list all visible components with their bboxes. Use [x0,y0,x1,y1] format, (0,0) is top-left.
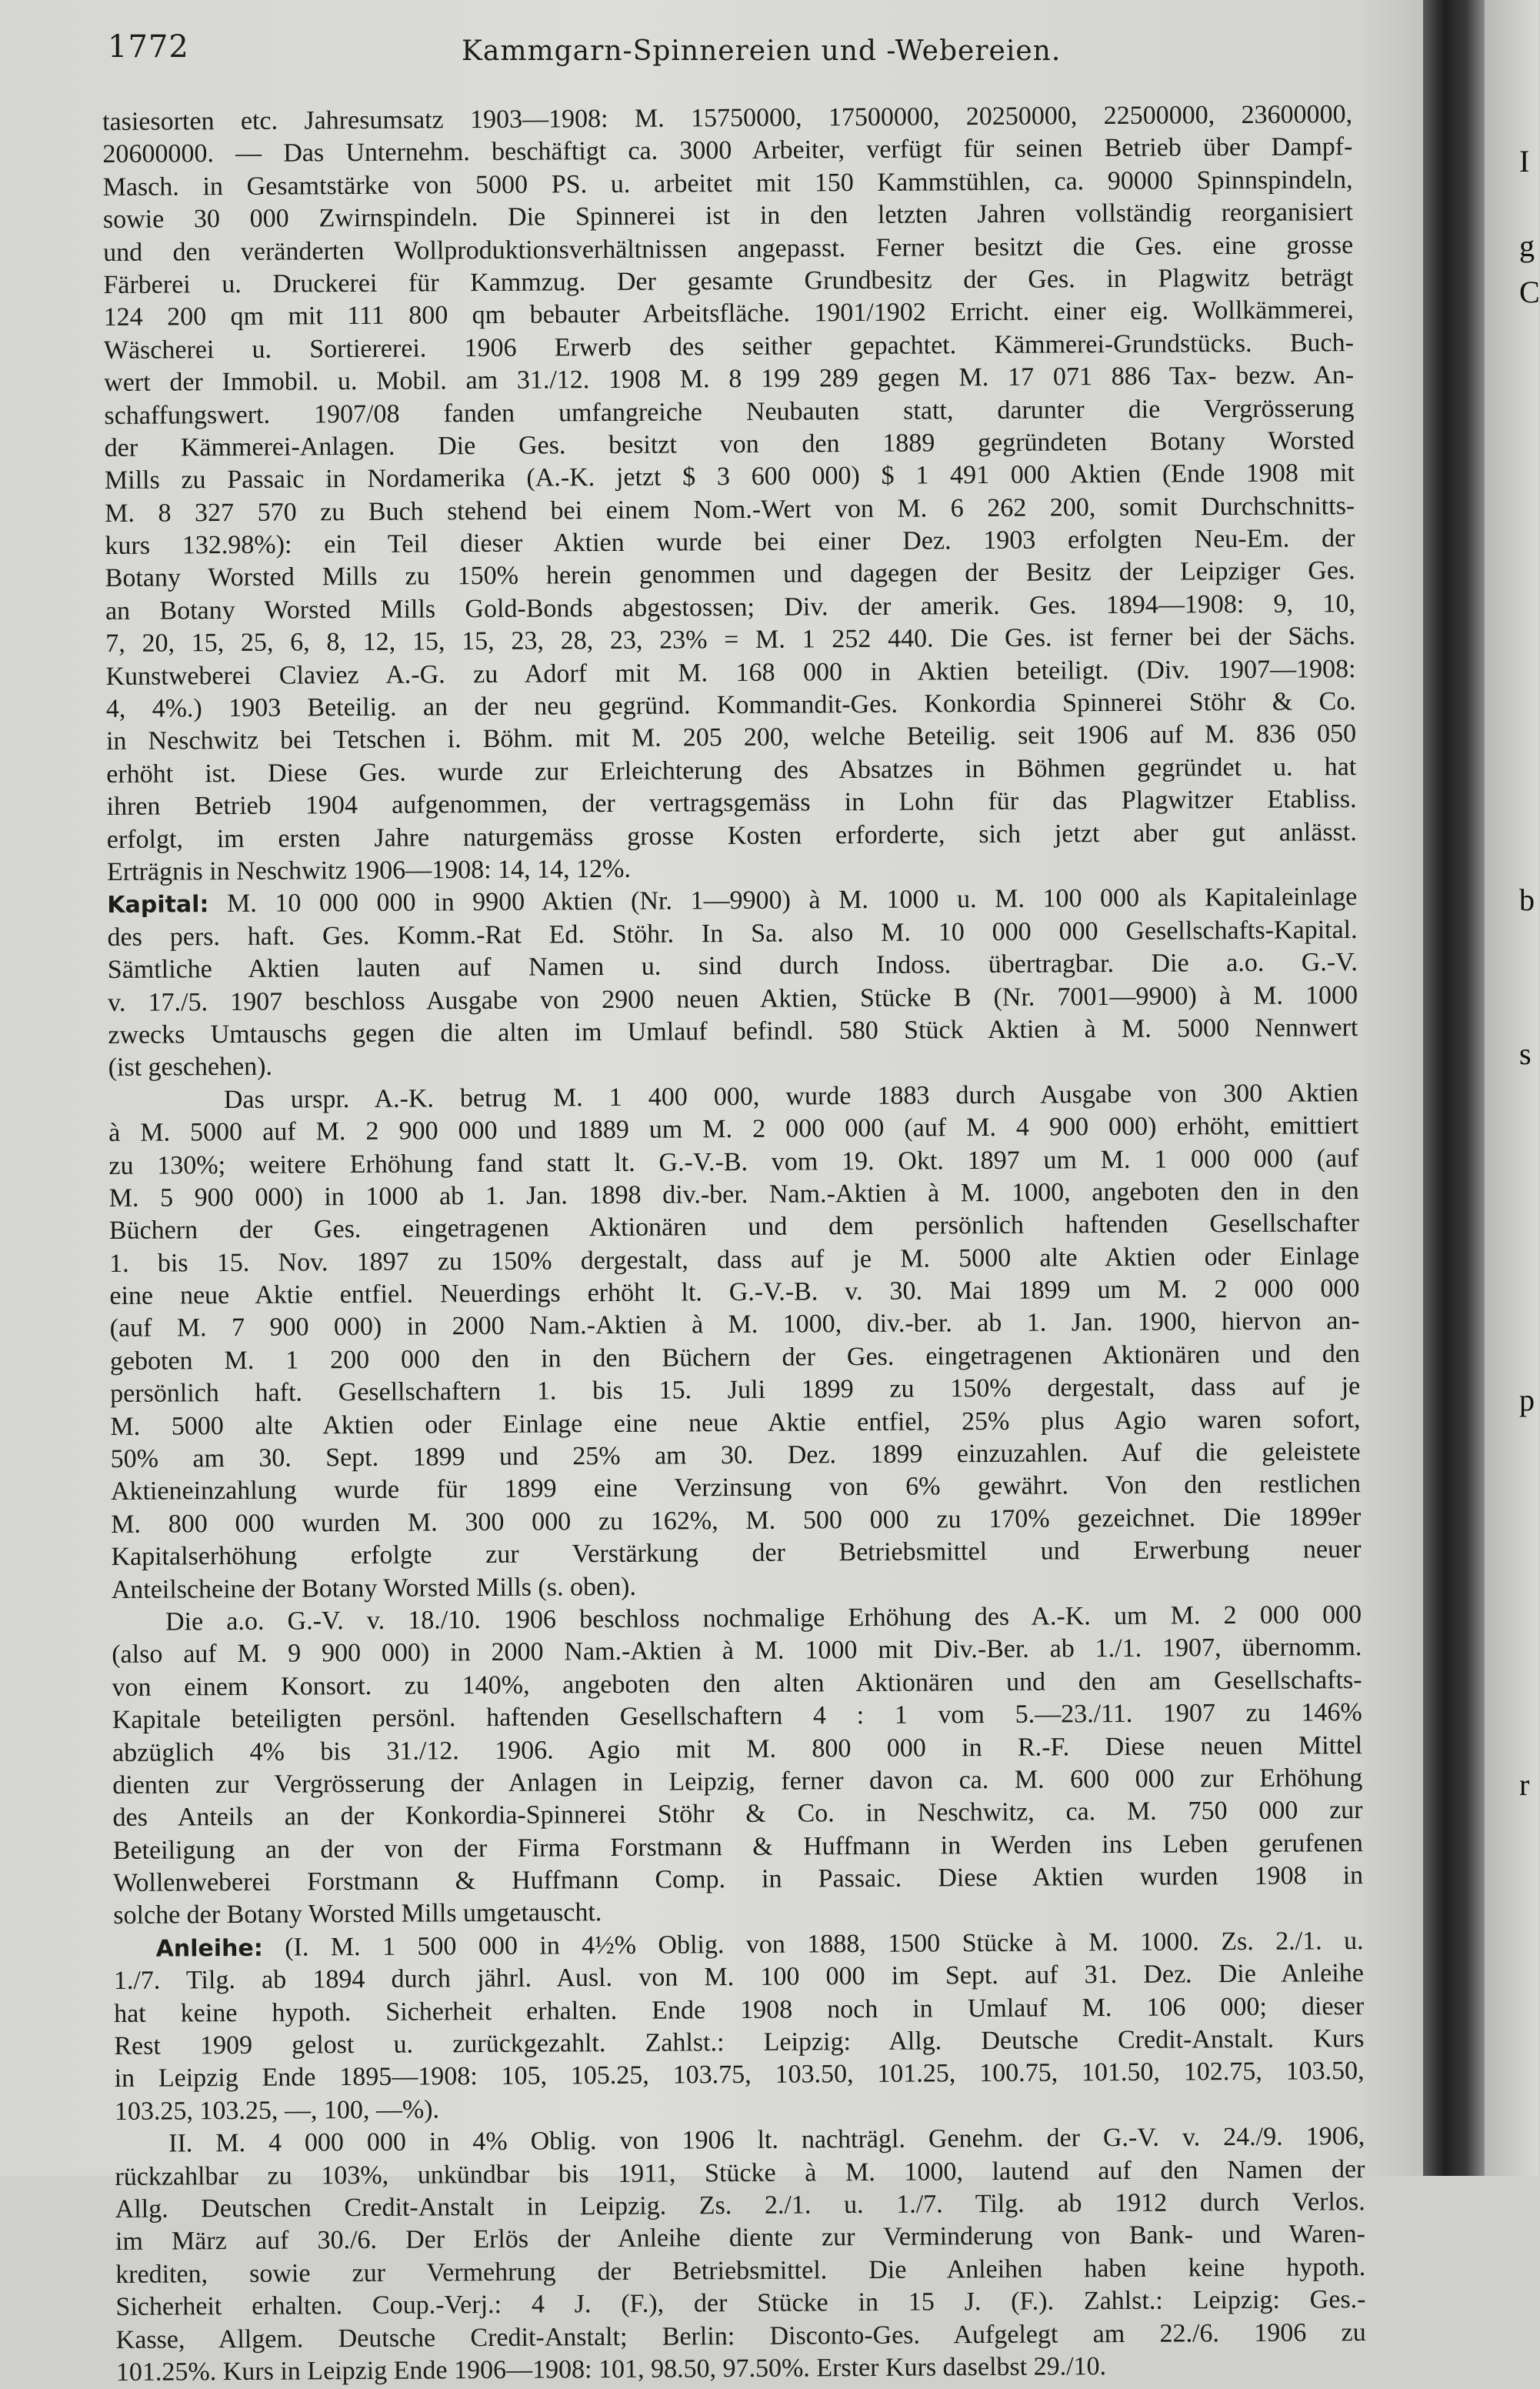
line-text: wert der Immobil. u. Mobil. am 31./12. 1908 M. 8 199 289 gegen M. 17 071 886 Tax- bezw. An- [104,361,1355,398]
line-text: abzüglich 4% bis 31./12. 1906. Agio mit M. 800 000 in R.-F. Diese neuen Mittel [112,1730,1363,1767]
line-text: Kunstweberei Claviez A.-G. zu Adorf mit M. 168 000 in Aktien beteiligt. (Div. 1907—1908: [105,654,1356,691]
line-text: M. 5 900 000) in 1000 ab 1. Jan. 1898 div.-ber. Nam.-Aktien à M. 1000, angeboten den in den [108,1176,1359,1213]
paragraph [114,1925,1365,2128]
line-text: Wollenweberei Forstmann & Huffmann Comp. in Passaic. Diese Aktien wurden 1908 in [112,1861,1364,1898]
line-text: erfolgt, im ersten Jahre naturgemäss grosse Kosten erforderte, sich jetzt aber gut anlässt. [106,817,1357,854]
facing-page-margin-letters [1519,0,1538,2176]
book-spine-shadow [1423,0,1485,2176]
line-text: und den veränderten Wollproduktionsverhältnissen angepasst. Ferner besitzt die Ges. eine grosse [103,230,1354,267]
line-text: im März auf 30./6. Der Erlös der Anleihe diente zur Verminderung von Bank- und Waren- [115,2220,1366,2257]
line-text: des pers. haft. Ges. Komm.-Rat Ed. Stöhr. In Sa. also M. 10 000 000 Gesellschafts-Kapital. [107,915,1358,952]
line-text: 4, 4%.) 1903 Beteilig. an der neu gegründ. Kommandit-Ges. Konkordia Spinnerei Stöhr & Co. [105,687,1356,724]
line-text: Allg. Deutschen Credit-Anstalt in Leipzig. Zs. 2./1. u. 1./7. Tilg. ab 1912 durch Verlos. [115,2187,1365,2224]
line-text: Färberei u. Druckerei für Kammzug. Der gesamte Grundbesitz der Ges. in Plagwitz beträgt [103,263,1354,299]
line-text: sowie 30 000 Zwirnspindeln. Die Spinnerei ist in den letzten Jahren vollständig reorganisiert [102,198,1353,235]
page-body-text [102,98,1366,2389]
line-text: Wäscherei u. Sortiererei. 1906 Erwerb des seither gepachtet. Kämmerei-Grundstücks. Buch- [103,328,1355,365]
line-text: eine neue Aktie entfiel. Neuerdings erhöht lt. G.-V.-B. v. 30. Mai 1899 um M. 2 000 000 [109,1274,1360,1311]
line-text: geboten M. 1 200 000 den in den Büchern der Ges. eingetragenen Aktionären und den [109,1339,1361,1376]
page-header [108,29,1354,75]
margin-letter: r [1519,1767,1530,1802]
paragraph [108,1077,1362,1607]
text-line [116,2349,1366,2389]
line-text: (auf M. 7 900 000) in 2000 Nam.-Aktien à M. 1000, div.-ber. ab 1. Jan. 1900, hiervon an- [109,1306,1360,1343]
line-text: 1./7. Tilg. ab 1894 durch jährl. Ausl. von M. 100 000 im Sept. auf 31. Dez. Die Anleihe [113,1959,1364,1996]
line-text: an Botany Worsted Mills Gold-Bonds abgestossen; Div. der amerik. Ges. 1894—1908: 9, 10, [105,589,1356,626]
line-text: M. 800 000 wurden M. 300 000 zu 162%, M. 500 000 zu 170% gezeichnet. Die 1899er [111,1502,1362,1539]
page-number: 1772 [108,29,189,65]
line-text: M. 8 327 570 zu Buch stehend bei einem Nom.-Wert von M. 6 262 200, somit Durchschnitts- [105,491,1355,528]
line-text: schaffungswert. 1907/08 fanden umfangreiche Neubauten statt, darunter die Vergrösserung [104,393,1355,430]
line-text: 124 200 qm mit 111 800 qm bebauter Arbeitsfläche. 1901/1902 Erricht. einer eig. Wollkämmerei, [103,295,1354,332]
margin-letter: b [1519,883,1535,917]
running-head: Kammgarn-Spinnereien und -Webereien. [462,35,1062,67]
line-text: Masch. in Gesamtstärke von 5000 PS. u. arbeitet mit 150 Kammstühlen, ca. 90000 Spinnspindeln, [102,165,1353,202]
line-text: Kapitalserhöhung erfolgte zur Verstärkung der Betriebsmittel und Erwerbung neuer [111,1535,1362,1572]
line-text: Die a.o. G.-V. v. 18./10. 1906 beschloss nochmalige Erhöhung des A.-K. um M. 2 000 000 [165,1600,1362,1637]
line-text: des Anteils an der Konkordia-Spinnerei Stöhr & Co. in Neschwitz, ca. M. 750 000 zur [112,1796,1363,1833]
line-text: Rest 1909 gelost u. zurückgezahlt. Zahlst.: Leipzig: Allg. Deutsche Credit-Anstalt. Kurs [114,2024,1365,2060]
line-text: hat keine hypoth. Sicherheit erhalten. Ende 1908 noch in Umlauf M. 106 000; dieser [114,1991,1365,2028]
line-text: Kasse, Allgem. Deutsche Credit-Anstalt; Berlin: Disconto-Ges. Aufgelegt am 22./6. 1906 zu [115,2317,1366,2354]
line-text: (ist geschehen). [108,1053,273,1083]
paragraph [107,881,1358,1084]
line-text: 1. bis 15. Nov. 1897 zu 150% dergestalt, dass auf je M. 5000 alte Aktien oder Einlage [109,1241,1360,1278]
paragraph [102,98,1357,889]
line-text: M. 5000 alte Aktien oder Einlage eine neue Aktie entfiel, 25% plus Agio waren sofort, [110,1404,1361,1441]
line-text: der Kämmerei-Anlagen. Die Ges. besitzt von den 1889 gegründeten Botany Worsted [104,425,1355,462]
margin-letter: g [1519,229,1535,263]
margin-letter: I [1519,144,1530,179]
line-text: (also auf M. 9 900 000) in 2000 Nam.-Aktien à M. 1000 mit Div.-Ber. ab 1./1. 1907, übernomm. [112,1633,1362,1670]
section-label: Kapital: [107,891,209,919]
line-text: Das urspr. A.-K. betrug M. 1 400 000, wurde 1883 durch Ausgabe von 300 Aktien [223,1078,1358,1114]
line-text: Botany Worsted Mills zu 150% herein genommen und dagegen der Besitz der Leipziger Ges. [105,556,1355,593]
line-text: solche der Botany Worsted Mills umgetauscht. [113,1898,602,1930]
line-text: à M. 5000 auf M. 2 900 000 und 1889 um M. 2 000 000 (auf M. 4 900 000) erhöht, emittiert [108,1111,1359,1148]
line-text: rückzahlbar zu 103%, unkündbar bis 1911, Stücke à M. 1000, lautend auf den Namen der [115,2154,1365,2191]
line-text: II. M. 4 000 000 in 4% Oblig. von 1906 lt. nachträgl. Genehm. der G.-V. v. 24./9. 1906, [168,2122,1365,2158]
line-text: 20600000. — Das Unternehm. beschäftigt ca. 3000 Arbeiter, verfügt für seinen Betrieb über Dampf- [102,132,1353,169]
margin-letter: p [1519,1383,1535,1417]
line-text: 7, 20, 15, 25, 6, 8, 12, 15, 15, 23, 28, 23, 23% = M. 1 252 440. Die Ges. ist ferner bei der Sächs. [105,622,1356,659]
line-text: Mills zu Passaic in Nordamerika (A.-K. jetzt $ 3 600 000) $ 1 491 000 Aktien (Ende 1908 mit [104,459,1355,495]
line-text: 103.25, 103.25, —, 100, —%). [114,2095,440,2126]
line-text: Beteiligung an der von der Firma Forstmann & Huffmann in Werden ins Leben gerufenen [112,1828,1363,1865]
margin-letter: s [1519,1036,1532,1071]
line-text: dienten zur Vergrösserung der Anlagen in Leipzig, ferner davon ca. M. 600 000 zur Erhöhung [112,1763,1363,1800]
line-text: zwecks Umtauschs gegen die alten im Umlauf befindl. 580 Stück Aktien à M. 5000 Nennwert [108,1013,1358,1049]
line-text: erhöht ist. Diese Ges. wurde zur Erleichterung des Absatzes in Böhmen gegründet u. hat [106,752,1357,789]
paragraph [112,1599,1364,1933]
line-text: Erträgnis in Neschwitz 1906—1908: 14, 14, 12%. [106,854,632,886]
line-text: krediten, sowie zur Vermehrung der Betriebsmittel. Die Anleihen haben keine hypoth. [115,2252,1366,2289]
line-text: Büchern der Ges. eingetragenen Aktionären und dem persönlich haftenden Gesellschafter [108,1209,1360,1246]
line-text: von einem Konsort. zu 140%, angeboten den alten Aktionären und den am Gesellschafts- [112,1665,1362,1702]
line-text: persönlich haft. Gesellschaftern 1. bis 15. Juli 1899 zu 150% dergestalt, dass auf je [110,1372,1361,1409]
line-text: 101.25%. Kurs in Leipzig Ende 1906—1908: 101, 98.50, 97.50%. Erster Kurs daselbst 29./10. [115,2352,1107,2387]
line-text: kurs 132.98%): ein Teil dieser Aktien wurde bei einer Dez. 1903 erfolgten Neu-Em. der [105,524,1355,561]
line-text: Sämtliche Aktien lauten auf Namen u. sind durch Indoss. übertragbar. Die a.o. G.-V. [107,948,1358,985]
line-text: tasiesorten etc. Jahresumsatz 1903—1908: M. 15750000, 17500000, 20250000, 22500000, 23600000, [102,100,1353,136]
line-text: v. 17./5. 1907 beschloss Ausgabe von 2900 neuen Aktien, Stücke B (Nr. 7001—9900) à M. 1000 [108,980,1358,1017]
line-text: zu 130%; weitere Erhöhung fand statt lt. G.-V.-B. vom 19. Okt. 1897 um M. 1 000 000 (auf [108,1143,1359,1180]
paragraph [115,2120,1366,2389]
line-text: in Leipzig Ende 1895—1908: 105, 105.25, 103.75, 103.50, 101.25, 100.75, 101.50, 102.75, 103.50, [114,2057,1365,2094]
line-text: ihren Betrieb 1904 aufgenommen, der vertragsgemäss in Lohn für das Plagwitzer Etabliss. [106,785,1357,822]
line-text: Aktieneinzahlung wurde für 1899 eine Verzinsung von 6% gewährt. Von den restlichen [110,1470,1362,1506]
line-text: in Neschwitz bei Tetschen i. Böhm. mit M. 205 200, welche Beteilig. seit 1906 auf M. 836 050 [105,719,1357,756]
line-text: M. 10 000 000 in 9900 Aktien (Nr. 1—9900) à M. 1000 u. M. 100 000 als Kapitaleinlage [208,883,1358,919]
margin-letter: C [1519,275,1540,309]
line-text: Sicherheit erhalten. Coup.-Verj.: 4 J. (F.), der Stücke in 15 J. (F.). Zahlst.: Leipzig: Ges.- [115,2285,1366,2322]
line-text: Kapitale beteiligten persönl. haftenden Gesellschaftern 4 : 1 vom 5.—23./11. 1907 zu 146% [112,1698,1362,1735]
line-text: 50% am 30. Sept. 1899 und 25% am 30. Dez. 1899 einzuzahlen. Auf die geleistete [110,1437,1361,1473]
line-text: (I. M. 1 500 000 in 4½% Oblig. von 1888, 1500 Stücke à M. 1000. Zs. 2./1. u. [262,1926,1364,1962]
section-label: Anleihe: [155,1934,263,1963]
line-text: Anteilscheine der Botany Worsted Mills (s. oben). [111,1572,637,1604]
